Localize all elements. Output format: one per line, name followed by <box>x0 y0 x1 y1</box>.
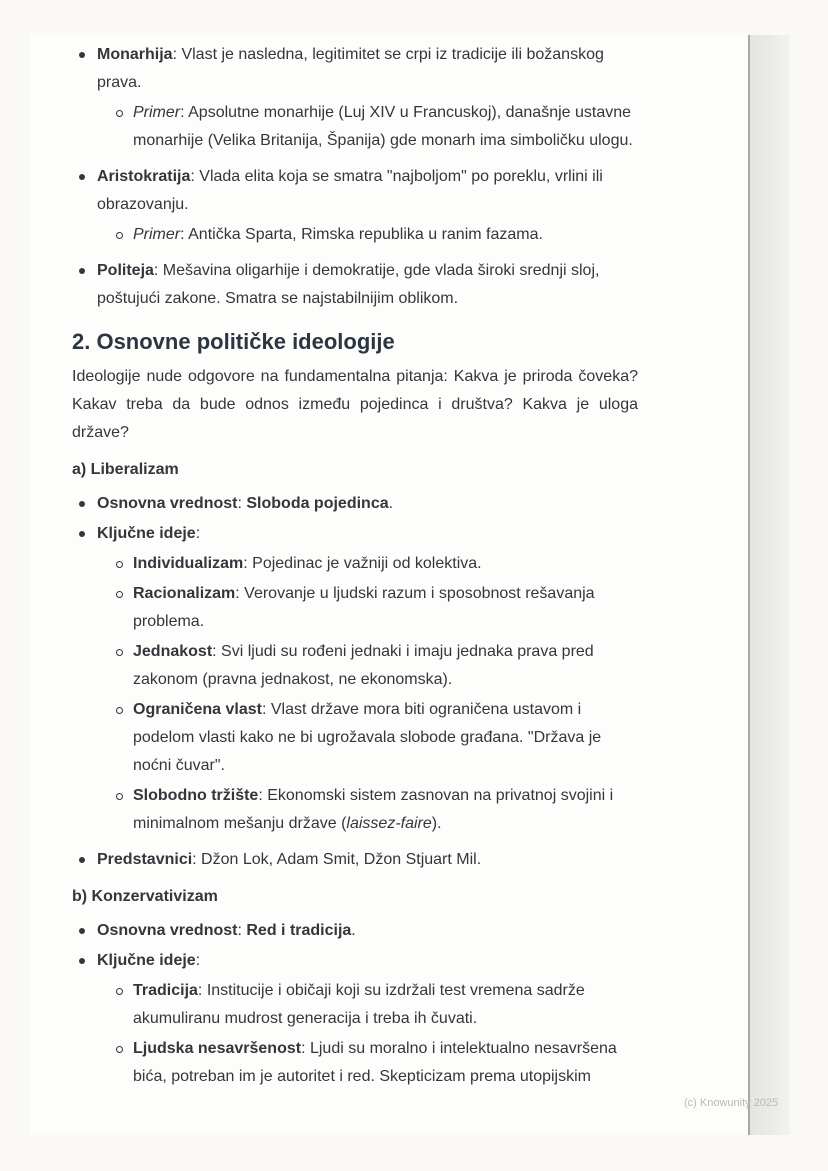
item-term: Ključne ideje <box>97 525 196 542</box>
bullet-icon <box>79 928 85 934</box>
item-text: : Ljudi su moralno i intelektualno nesavršena bića, potreban im je autoritet i red. Skepticizam prema utopijskim <box>133 1040 617 1085</box>
bullet-icon <box>79 52 85 58</box>
item-text: : Vlada elita koja se smatra "najboljom" po poreklu, vrlini ili obrazovanju. <box>97 168 603 213</box>
bullet-icon <box>79 268 85 274</box>
list-item <box>72 490 638 518</box>
circle-bullet-icon <box>116 1046 123 1053</box>
item-text: : Ekonomski sistem zasnovan na privatnoj svojini i minimalnom mešanju države ( <box>133 787 614 832</box>
sub-list-item <box>72 638 638 694</box>
item-text: : Vlast države mora biti ograničena ustavom i podelom vlasti kako ne bi ugrožavala slobode građana. "Država je noćni čuvar". <box>133 701 602 774</box>
list-item <box>72 257 638 313</box>
item-term: Osnovna vrednost <box>97 495 238 512</box>
item-term: Predstavnici <box>97 851 193 868</box>
sub-list-item <box>72 580 638 636</box>
item-text: : <box>237 922 247 939</box>
list-item <box>72 846 638 874</box>
item-text: : Antička Sparta, Rimska republika u ranim fazama. <box>180 226 543 243</box>
item-term: Tradicija <box>133 982 198 999</box>
watermark: (c) Knowunity 2025 <box>684 1097 779 1109</box>
bullet-icon <box>79 531 85 537</box>
list-item <box>72 917 638 945</box>
item-term: Jednakost <box>133 643 213 660</box>
item-text: : Vlast je nasledna, legitimitet se crpi iz tradicije ili božanskog prava. <box>97 46 604 91</box>
section-heading: 2. Osnovne političke ideologije <box>72 329 395 354</box>
item-text: : Apsolutne monarhije (Luj XIV u Francuskoj), današnje ustavne monarhije (Velika Britanija, Španija) gde monarh ima simboličku ulogu. <box>133 104 633 149</box>
item-term: Monarhija <box>97 46 173 63</box>
item-text: . <box>388 495 394 512</box>
circle-bullet-icon <box>116 988 123 995</box>
subsection-heading-b: b) Konzervativizam <box>72 888 218 905</box>
circle-bullet-icon <box>116 591 123 598</box>
subsection-heading-a: a) Liberalizam <box>72 461 179 478</box>
list-item <box>72 520 638 548</box>
item-term-italic: laissez-faire <box>346 815 432 832</box>
sub-list-item <box>72 696 638 780</box>
intro-paragraph: Ideologije nude odgovore na fundamentalna pitanja: Kakva je priroda čoveka? Kakav treba da bude odnos između pojedinca i društva? Kakva je uloga države? <box>72 368 638 441</box>
item-text: : Mešavina oligarhije i demokratije, gde vlada široki srednji sloj, poštujući zakone. Smatra se najstabilnijim oblikom. <box>97 262 600 307</box>
item-term: Politeja <box>97 262 154 279</box>
circle-bullet-icon <box>116 707 123 714</box>
item-text: : <box>195 952 201 969</box>
item-term: Slobodno tržište <box>133 787 259 804</box>
item-term: Racionalizam <box>133 585 236 602</box>
item-term-italic: Primer <box>133 226 181 243</box>
item-text: : Svi ljudi su rođeni jednaki i imaju jednaka prava pred zakonom (pravna jednakost, ne ekonomska). <box>133 643 594 688</box>
document-content <box>72 33 638 1091</box>
bullet-icon <box>79 958 85 964</box>
circle-bullet-icon <box>116 232 123 239</box>
sub-list-item <box>72 550 638 578</box>
bullet-icon <box>79 857 85 863</box>
item-text: : Institucije i običaji koji su izdržali test vremena sadrže akumuliranu mudrost generacija i treba ih čuvati. <box>133 982 585 1027</box>
circle-bullet-icon <box>116 561 123 568</box>
item-text: : Verovanje u ljudski razum i sposobnost rešavanja problema. <box>133 585 595 630</box>
list-item <box>72 163 638 219</box>
item-term-italic: Primer <box>133 104 181 121</box>
list-item <box>72 41 638 97</box>
item-term: Ključne ideje <box>97 952 196 969</box>
item-text: . <box>351 922 356 939</box>
item-term-bold: Red i tradicija <box>246 922 352 939</box>
circle-bullet-icon <box>116 793 123 800</box>
circle-bullet-icon <box>116 649 123 656</box>
circle-bullet-icon <box>116 110 123 117</box>
bullet-icon <box>79 501 85 507</box>
item-term: Aristokratija <box>97 168 191 185</box>
item-term-bold: Sloboda pojedinca <box>246 495 389 512</box>
item-term: Ljudska nesavršenost <box>133 1040 302 1057</box>
list-item <box>72 947 638 975</box>
item-term: Individualizam <box>133 555 244 572</box>
item-text: ). <box>431 815 442 832</box>
item-term: Osnovna vrednost <box>97 922 238 939</box>
document-page <box>30 33 748 1135</box>
item-text: : Džon Lok, Adam Smit, Džon Stjuart Mil. <box>192 851 482 868</box>
sub-list-item <box>72 99 638 155</box>
sub-list-item <box>72 221 638 249</box>
item-text: : <box>237 495 247 512</box>
item-term: Ograničena vlast <box>133 701 262 718</box>
sub-list-item <box>72 782 638 838</box>
sub-list-item <box>72 1035 638 1091</box>
next-page-edge[interactable] <box>748 35 790 1135</box>
bullet-icon <box>79 174 85 180</box>
sub-list-item <box>72 977 638 1033</box>
item-text: : <box>195 525 201 542</box>
item-text: : Pojedinac je važniji od kolektiva. <box>243 555 482 572</box>
